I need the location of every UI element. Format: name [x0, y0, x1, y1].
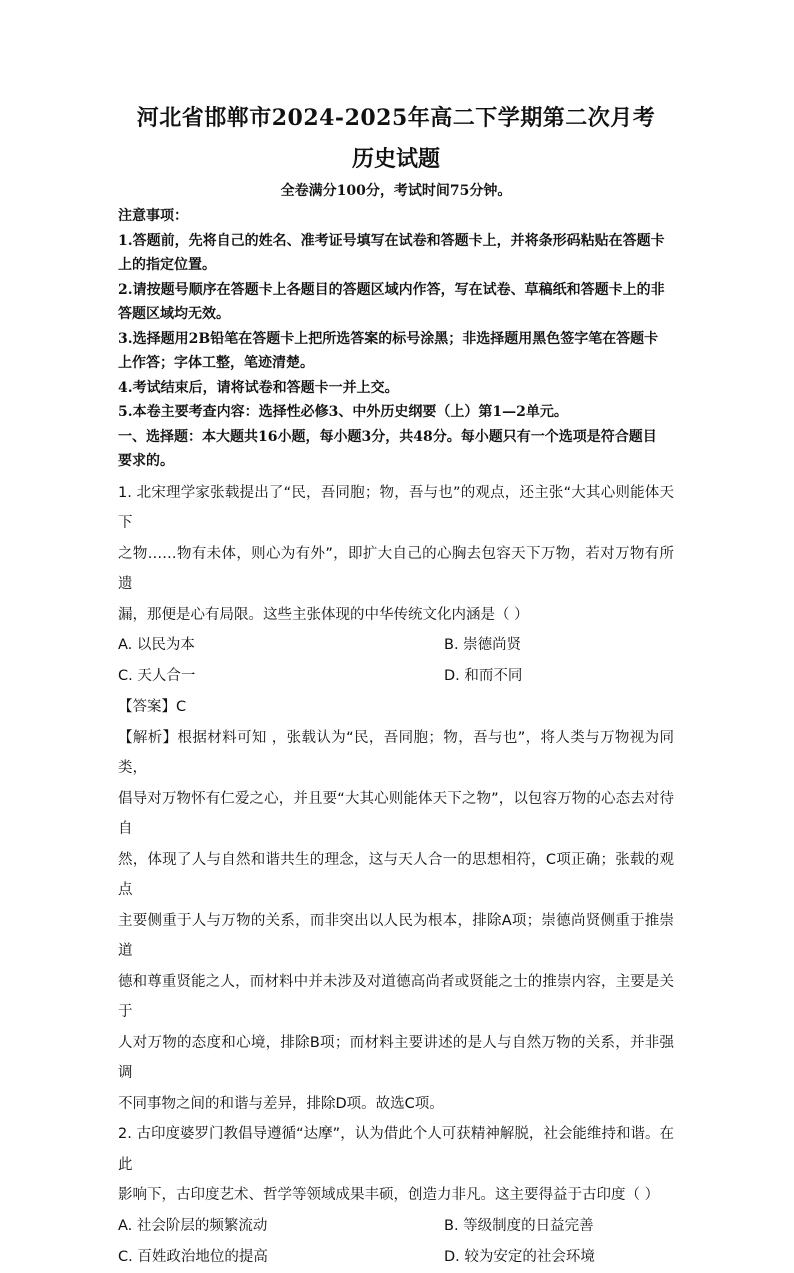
- question-line: 1. 北宋理学家张载提出了“民，吾同胞；物，吾与也”的观点，还主张“大其心则能体天下: [118, 484, 674, 531]
- analysis-line: 德和尊重贤能之人，而材料中并未涉及对道德高尚者或贤能之士的推崇内容，主要是关于: [118, 973, 674, 1020]
- instruction-line: 上的指定位置。: [118, 257, 216, 273]
- analysis: [118, 723, 674, 1120]
- section-heading: [118, 425, 674, 474]
- instruction-line: 2.请按题号顺序在答题卡上各题目的答题区域内作答，写在试卷、草稿纸和答题卡上的非: [118, 281, 665, 298]
- page-title: 河北省邯郸市2024-2025年高二下学期第二次月考: [136, 105, 656, 131]
- option-d: D. 较为安定的社会环境: [444, 1248, 595, 1265]
- instruction-line: 3.选择题用2B铅笔在答题卡上把所选答案的标号涂黑；非选择题用黑色签字笔在答题卡: [118, 330, 659, 347]
- question-line: 2. 古印度婆罗门教倡导遵循“达摩”，认为借此个人可获精神解脱，社会能维持和谐。在此: [118, 1126, 674, 1173]
- option-c: C. 百姓政治地位的提高: [118, 1248, 268, 1265]
- question-line: 影响下，古印度艺术、哲学等领域成果丰硕，创造力非凡。这主要得益于古印度（ ）: [118, 1187, 660, 1203]
- page-subtitle: 历史试题: [351, 146, 440, 172]
- instruction-line: 1.答题前，先将自己的姓名、准考证号填写在试卷和答题卡上，并将条形码粘贴在答题卡: [118, 232, 665, 249]
- section-line: 要求的。: [118, 453, 174, 469]
- analysis-line: 主要侧重于人与万物的关系，而非突出以人民为根本，排除A项；崇德尚贤侧重于推崇道: [118, 912, 674, 959]
- option-c: C. 天人合一: [118, 668, 196, 684]
- question-2: [118, 1119, 674, 1273]
- analysis-line: 然，体现了人与自然和谐共生的理念，这与天人合一的思想相符，C项正确；张载的观点: [118, 851, 674, 898]
- instruction-line: 5.本卷主要考查内容：选择性必修3、中外历史纲要（上）第1—2单元。: [118, 404, 568, 420]
- answer: 【答案】C: [118, 699, 187, 715]
- analysis-line: 倡导对万物怀有仁爱之心，并且要“大其心则能体天下之物”，以包容万物的心态去对待自: [118, 790, 674, 837]
- instruction-line: 上作答；字体工整，笔迹清楚。: [118, 355, 314, 371]
- question-line: 之物……物有未体，则心为有外”，即扩大自己的心胸去包容天下万物，若对万物有所遗: [118, 545, 674, 592]
- instructions: [118, 204, 674, 425]
- section-line: 一、选择题：本大题共16小题，每小题3分，共48分。每小题只有一个选项是符合题目: [118, 428, 657, 445]
- analysis-line: 【解析】根据材料可知 ，张载认为“民，吾同胞；物，吾与也”，将人类与万物视为同类，: [118, 729, 674, 776]
- exam-note: 全卷满分100分，考试时间75分钟。: [280, 183, 512, 199]
- option-d: D. 和而不同: [444, 668, 523, 684]
- question-line: 漏，那便是心有局限。这些主张体现的中华传统文化内涵是（ ）: [118, 606, 529, 623]
- option-a: A. 以民为本: [118, 637, 195, 653]
- analysis-line: 不同事物之间的和谐与差异，排除D项。故选C项。: [118, 1095, 444, 1112]
- analysis-line: 人对万物的态度和心境，排除B项；而材料主要讲述的是人与自然万物的关系，并非强调: [118, 1034, 674, 1081]
- option-b: B. 等级制度的日益完善: [444, 1217, 594, 1234]
- instruction-line: 4.考试结束后，请将试卷和答题卡一并上交。: [118, 379, 399, 396]
- option-a: A. 社会阶层的频繁流动: [118, 1217, 268, 1234]
- instructions-heading: 注意事项：: [118, 208, 188, 224]
- question-1: [118, 478, 674, 1120]
- options: [118, 1211, 674, 1273]
- instruction-line: 答题区域均无效。: [118, 306, 230, 322]
- options: [118, 630, 674, 692]
- exam-page: [118, 98, 674, 1273]
- option-b: B. 崇德尚贤: [444, 637, 522, 653]
